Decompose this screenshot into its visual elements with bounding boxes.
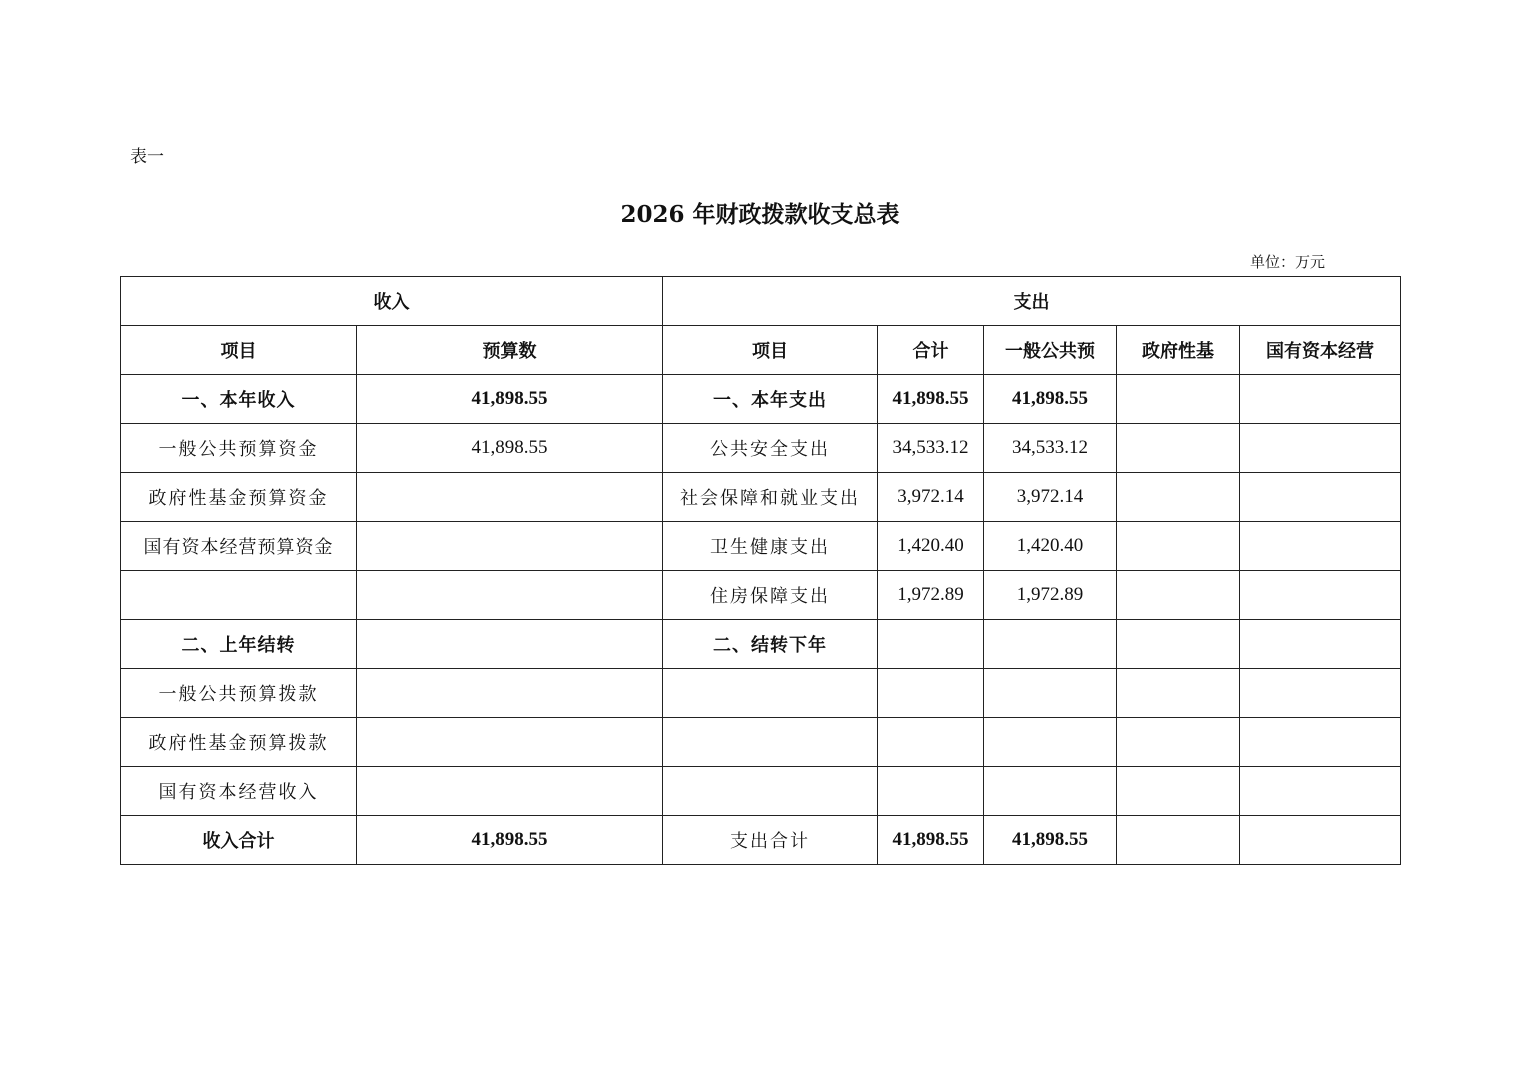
budget-table xyxy=(120,276,1401,865)
expense-item: 公共安全支出 xyxy=(663,424,878,473)
unit-label: 单位：万元 xyxy=(1250,253,1326,271)
expense-general: 3,972.14 xyxy=(984,473,1117,522)
income-item: 政府性基金预算拨款 xyxy=(121,718,357,767)
group-header-row xyxy=(121,277,1401,326)
expense-item-header: 项目 xyxy=(663,326,878,375)
expense-state xyxy=(1240,620,1401,669)
expense-state xyxy=(1240,571,1401,620)
income-budget xyxy=(357,473,663,522)
expense-item: 一、本年支出 xyxy=(663,375,878,424)
income-budget xyxy=(357,571,663,620)
income-budget: 41,898.55 xyxy=(357,375,663,424)
expense-total xyxy=(878,669,984,718)
column-header-row xyxy=(121,326,1401,375)
expense-general: 1,420.40 xyxy=(984,522,1117,571)
income-budget xyxy=(357,522,663,571)
income-item-header: 项目 xyxy=(121,326,357,375)
expense-total: 3,972.14 xyxy=(878,473,984,522)
gov-fund-header: 政府性基 xyxy=(1117,326,1240,375)
page-title: 2026 年财政拨款收支总表 xyxy=(620,201,900,228)
table-row xyxy=(121,473,1401,522)
total-header: 合计 xyxy=(878,326,984,375)
income-item: 一、本年收入 xyxy=(121,375,357,424)
expense-general xyxy=(984,620,1117,669)
expense-state xyxy=(1240,718,1401,767)
state-capital-header: 国有资本经营 xyxy=(1240,326,1401,375)
income-item: 一般公共预算资金 xyxy=(121,424,357,473)
expense-general: 34,533.12 xyxy=(984,424,1117,473)
expense-item xyxy=(663,669,878,718)
expense-fund xyxy=(1117,767,1240,816)
expense-state xyxy=(1240,767,1401,816)
expense-general: 1,972.89 xyxy=(984,571,1117,620)
expense-fund xyxy=(1117,424,1240,473)
expense-general xyxy=(984,718,1117,767)
income-total-label: 收入合计 xyxy=(121,816,357,865)
table-row xyxy=(121,375,1401,424)
expense-fund xyxy=(1117,522,1240,571)
expense-total: 34,533.12 xyxy=(878,424,984,473)
expense-fund xyxy=(1117,669,1240,718)
income-item: 国有资本经营预算资金 xyxy=(121,522,357,571)
expense-fund xyxy=(1117,375,1240,424)
table-label: 表一 xyxy=(130,147,164,167)
expense-item: 二、结转下年 xyxy=(663,620,878,669)
expense-fund xyxy=(1117,473,1240,522)
expense-item: 卫生健康支出 xyxy=(663,522,878,571)
income-group-header: 收入 xyxy=(121,277,663,326)
expense-state xyxy=(1240,424,1401,473)
expense-item xyxy=(663,718,878,767)
expense-total xyxy=(878,620,984,669)
expense-total xyxy=(878,767,984,816)
expense-fund xyxy=(1117,816,1240,865)
expense-total: 41,898.55 xyxy=(878,375,984,424)
expense-total: 41,898.55 xyxy=(878,816,984,865)
totals-row xyxy=(121,816,1401,865)
expense-state xyxy=(1240,669,1401,718)
income-item: 二、上年结转 xyxy=(121,620,357,669)
expense-general: 41,898.55 xyxy=(984,816,1117,865)
expense-item: 社会保障和就业支出 xyxy=(663,473,878,522)
expense-state xyxy=(1240,473,1401,522)
expense-fund xyxy=(1117,718,1240,767)
expense-item xyxy=(663,767,878,816)
income-item xyxy=(121,571,357,620)
expense-general: 41,898.55 xyxy=(984,375,1117,424)
expense-total: 1,972.89 xyxy=(878,571,984,620)
expense-total xyxy=(878,718,984,767)
expense-total-label: 支出合计 xyxy=(663,816,878,865)
table-row xyxy=(121,718,1401,767)
table-row xyxy=(121,767,1401,816)
table-row xyxy=(121,620,1401,669)
expense-fund xyxy=(1117,571,1240,620)
general-budget-header: 一般公共预 xyxy=(984,326,1117,375)
expense-general xyxy=(984,767,1117,816)
table-row xyxy=(121,571,1401,620)
expense-general xyxy=(984,669,1117,718)
income-budget xyxy=(357,767,663,816)
expense-item: 住房保障支出 xyxy=(663,571,878,620)
expense-group-header: 支出 xyxy=(663,277,1401,326)
income-budget-header: 预算数 xyxy=(357,326,663,375)
income-budget: 41,898.55 xyxy=(357,424,663,473)
table-row xyxy=(121,424,1401,473)
income-total-value: 41,898.55 xyxy=(357,816,663,865)
income-budget xyxy=(357,669,663,718)
table-row xyxy=(121,522,1401,571)
income-budget xyxy=(357,718,663,767)
expense-state xyxy=(1240,522,1401,571)
expense-state xyxy=(1240,816,1401,865)
expense-fund xyxy=(1117,620,1240,669)
income-item: 政府性基金预算资金 xyxy=(121,473,357,522)
income-budget xyxy=(357,620,663,669)
income-item: 国有资本经营收入 xyxy=(121,767,357,816)
expense-total: 1,420.40 xyxy=(878,522,984,571)
expense-state xyxy=(1240,375,1401,424)
table-row xyxy=(121,669,1401,718)
income-item: 一般公共预算拨款 xyxy=(121,669,357,718)
